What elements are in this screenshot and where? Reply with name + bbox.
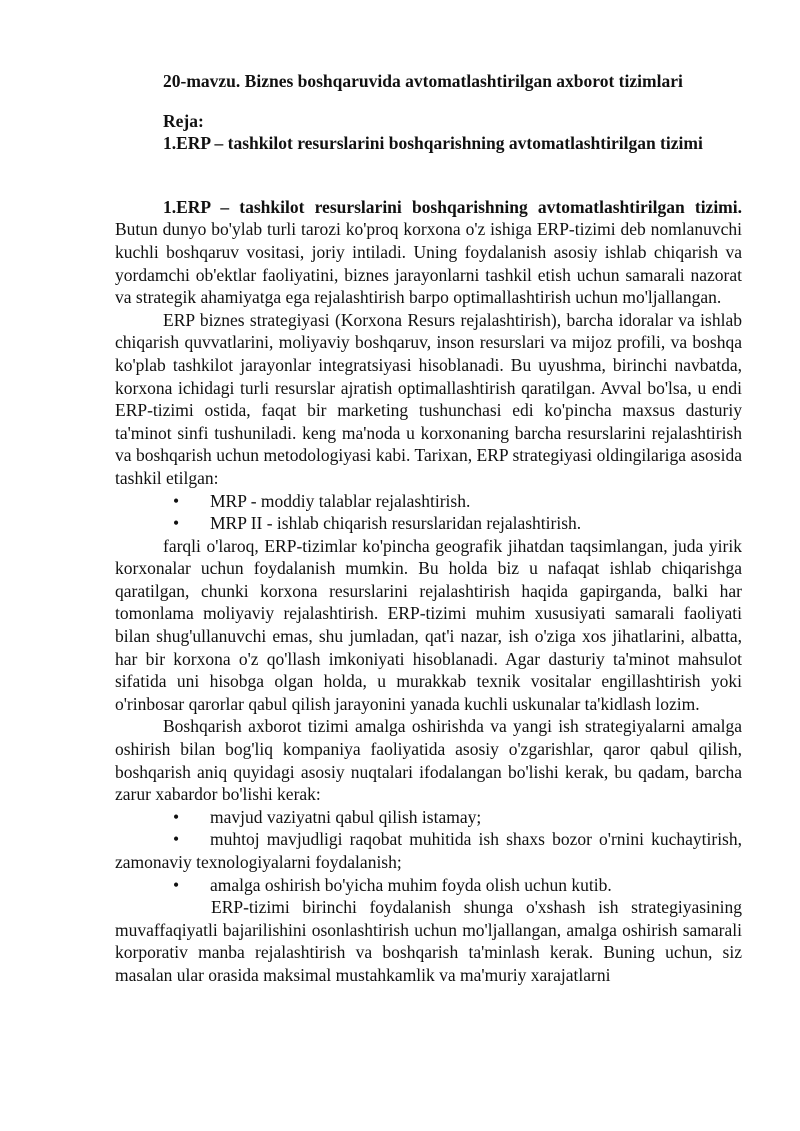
- paragraph-5: ERP-tizimi birinchi foydalanish shunga o'xshash ish strategiyasining muvaffaqiyatli bajarilishini osonlashtirish uchun mo'ljallangan, amalga oshirish samarali korporativ manba rejalashtirish va boshqarish ta'minlash kerak. Buning uchun, siz masalan ular orasida maksimal mustahkamlik va ma'muriy xarajatlarni: [115, 897, 742, 985]
- paragraph-1-body: Butun dunyo bo'ylab turli tarozi ko'proq korxona o'z ishiga ERP-tizimi deb nomlanuvchi kuchli boshqaruv vositasi, joriy intiladi. Uning foydalanish asosiy ishlab chiqarish va yordamchi ob'ektlar faoliyatini, biznes jarayonlarni tashkil etish uchun samarali nazorat va strategik ahamiyatga ega rejalashtirish barpo optimallashtirish uchun mo'ljallangan.: [115, 219, 742, 308]
- list-item: [115, 828, 742, 873]
- bullet-icon: •: [173, 806, 180, 827]
- list-item-text: MRP II - ishlab chiqarish resurslaridan rejalashtirish.: [210, 513, 582, 534]
- list-item: [115, 874, 742, 897]
- plan-item-1: 1.ERP – tashkilot resurslarini boshqarishning avtomatlashtirilgan tizimi: [163, 133, 703, 154]
- paragraph-4: Boshqarish axborot tizimi amalga oshirishda va yangi ish strategiyalarni amalga oshirish bilan bog'liq kompaniya faoliyatida asosiy o'zgarishlar, qaror qabul qilish, boshqarish aniq quyidagi asosiy nuqtalari ifodalangan bo'lishi kerak, bu qadam, barcha zarur xabardor bo'lishi kerak:: [115, 716, 742, 805]
- paragraph-2: ERP biznes strategiyasi (Korxona Resurs rejalashtirish), barcha idoralar va ishlab chiqarish quvvatlarini, moliyaviy boshqaruv, inson resurslari va mijoz profili, va boshqa ko'plab tashkilot jarayonlar integratsiyasi hisoblanadi. Bu uyushma, birinchi navbatda, korxona ichidagi turli resurslar ajratish optimallashtirish qaratilgan. Avval bo'lsa, u endi ERP-tizimi ostida, faqat bir marketing tushunchasi edi ko'pincha maxsus dasturiy ta'minot sinfi tushuniladi. keng ma'noda u korxonaning barcha resurslarini rejalashtirish va boshqarish uchun metodologiyasi kabi. Tarixan, ERP strategiyasi oldingilariga asosida tashkil etilgan:: [115, 309, 742, 488]
- document-title: 20-mavzu. Biznes boshqaruvida avtomatlashtirilgan axborot tizimlari: [163, 71, 683, 91]
- bullet-icon: •: [173, 874, 180, 895]
- section-heading: 1.ERP – tashkilot resurslarini boshqarishning avtomatlashtirilgan tizimi.: [163, 196, 742, 217]
- list-item: [115, 512, 742, 535]
- bullet-icon: •: [173, 829, 180, 850]
- plan-label: Reja:: [163, 110, 204, 131]
- list-item-text: amalga oshirish bo'yicha muhim foyda olish uchun kutib.: [210, 874, 612, 895]
- paragraph-1: [115, 196, 742, 309]
- list-item-text: MRP - moddiy talablar rejalashtirish.: [210, 490, 471, 511]
- list-item-text: muhtoj mavjudligi raqobat muhitida ish shaxs bozor o'rnini kuchaytirish, zamonaviy texnologiyalarni foydalanish;: [115, 829, 742, 872]
- document-page: [115, 70, 742, 987]
- paragraph-3: farqli o'laroq, ERP-tizimlar ko'pincha geografik jihatdan taqsimlangan, juda yirik korxonalar uchun foydalanish mumkin. Bu holda biz u nafaqat ishlab chiqarishga qaratilgan, chunki korxona resurslarini rejalashtirish haqida gapirganda, balki har tomonlama moliyaviy rejalashtirish. ERP-tizimi muhim xususiyati samarali faoliyati bilan shug'ullanuvchi emas, shu jumladan, qat'i nazar, ish o'ziga xos jihatlarini, albatta, har bir korxona o'z qo'llash imkoniyati hisoblanadi. Agar dasturiy ta'minot mahsulot sifatida uni hisobga olgan holda, u murakkab texnik vositalar engillashtirish yoki o'rinbosar qarorlar qabul qilish jarayonini yanada kuchli uskunalar ta'kidlash lozim.: [115, 535, 742, 714]
- list-item: [115, 490, 742, 513]
- bullet-icon: •: [173, 513, 180, 534]
- list-item-text: mavjud vaziyatni qabul qilish istamay;: [210, 806, 482, 827]
- bullet-icon: •: [173, 490, 180, 511]
- list-item: [115, 806, 742, 829]
